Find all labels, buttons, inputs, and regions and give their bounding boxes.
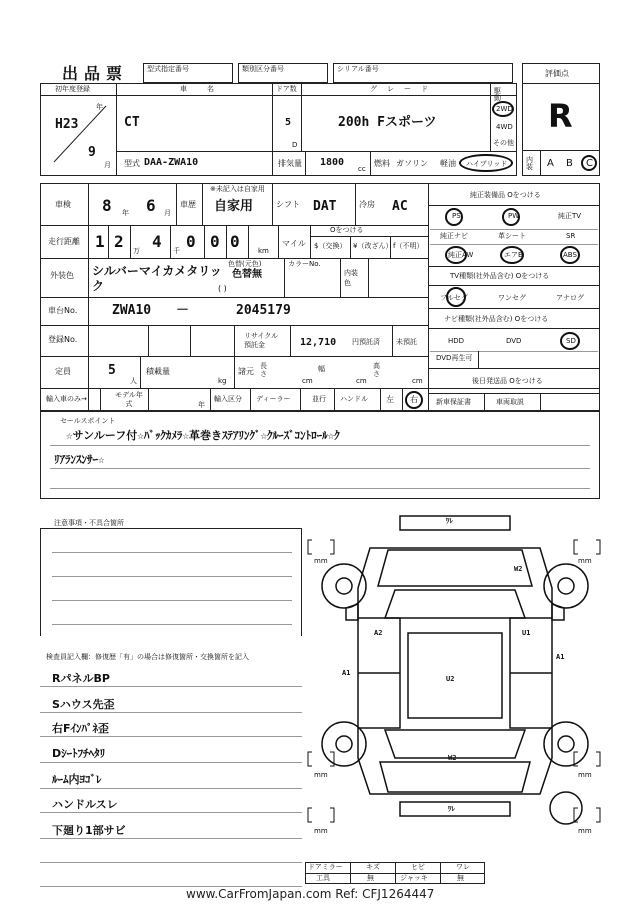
lbl-interior: 内装 <box>526 156 533 171</box>
lbl-int-color: 内装色 <box>344 269 358 287</box>
drive-4wd: 4WD <box>496 123 513 131</box>
legend-v1: 工具 <box>316 874 330 882</box>
door-count: 5 <box>285 117 292 128</box>
sales-line-1: ☆サンルーフ付☆ﾊﾞｯｸｶﾒﾗ☆革巻きｽﾃｱﾘﾝｸﾞ☆ｸﾙｰｽﾞｺﾝﾄﾛｰﾙ☆ｸ <box>66 429 340 442</box>
u-month: 月 <box>104 161 111 169</box>
lbl-history: 車歴 <box>180 200 196 209</box>
delivery-manual: 車両取説 <box>496 398 524 406</box>
lbl-reg-no: 登録No. <box>48 335 78 344</box>
equip-airbag: エアB <box>504 251 523 259</box>
mark-w2-rear: W2 <box>448 754 457 762</box>
u-kg: kg <box>218 377 227 385</box>
note-item-5: ﾙｰﾑ内ﾖｺﾞﾚ <box>52 773 102 786</box>
mark-a1-left: A1 <box>342 669 351 677</box>
lbl-grade: グレード <box>370 85 438 93</box>
lbl-doors: ドア数 <box>276 85 297 93</box>
u-man: 万 <box>133 247 140 255</box>
ext-color-value: シルバーマイカメタリック <box>92 264 222 293</box>
chassis-number: 2045179 <box>236 303 291 318</box>
equip-leather: 革シート <box>498 232 526 240</box>
mm-fr: mm <box>578 557 592 565</box>
displacement: 1800 <box>320 157 345 168</box>
lbl-color-no: カラーNo. <box>288 260 321 268</box>
lbl-length: 長さ <box>260 362 267 378</box>
u-person: 人 <box>130 377 137 385</box>
lbl-height: 高さ <box>373 362 380 378</box>
mm-rr: mm <box>578 771 592 779</box>
lbl-model-year: モデル年式 <box>115 391 143 408</box>
lbl-chassis: 車台No. <box>48 306 78 315</box>
ac-value: AC <box>392 199 408 214</box>
sales-line-2: ﾘｱﾗﾝｽﾝｻｰ☆ <box>54 453 105 466</box>
caution-box <box>40 528 302 636</box>
legend-h1: ドアミラー <box>308 863 343 871</box>
capacity-value: 5 <box>108 363 116 378</box>
model-code: DAA-ZWA10 <box>144 157 199 168</box>
recycle-unpaid: 未預託 <box>396 338 417 346</box>
legend-v4: 無 <box>457 874 464 882</box>
lbl-inspector: 検査員記入欄：修復歴「有」の場合は修復箇所・交換箇所を記入 <box>46 653 249 661</box>
color-change-value: 色替無 <box>232 269 262 280</box>
lbl-sales-point: セールスポイント <box>60 417 116 425</box>
lbl-caution: 注意事項・不具合箇所 <box>54 519 124 527</box>
insp-month: 6 <box>146 196 156 215</box>
tv-fullseg: フルセグ <box>440 294 468 302</box>
unreg-note: ※未記入は自家用 <box>210 185 265 193</box>
insp-year: 8 <box>102 196 112 215</box>
fuel-hybrid: ハイブリッド <box>466 160 508 168</box>
mark-u1: U1 <box>522 629 531 637</box>
meter-unknown: f（不明） <box>393 242 424 250</box>
equip-sr: SR <box>566 232 576 240</box>
equip-ps: PS <box>452 212 461 220</box>
mark-u2: U2 <box>446 675 455 683</box>
lbl-delivery: 後日発送品 Oをつける <box>472 377 543 385</box>
u-insp-year: 年 <box>122 209 129 217</box>
chassis-prefix: ZWA10 <box>112 303 152 318</box>
lbl-drive: 駆動 <box>494 87 501 102</box>
u-km: km <box>258 247 269 255</box>
lbl-displacement: 排気量 <box>278 159 302 168</box>
lbl-load: 積載量 <box>146 367 170 376</box>
lbl-fuel: 燃料 <box>374 159 390 168</box>
grade-value: 200h Fスポーツ <box>338 115 437 130</box>
chassis-dash: － <box>176 303 190 318</box>
fuel-diesel: 軽油 <box>440 159 456 168</box>
lbl-inspection: 車検 <box>55 200 71 209</box>
legend-h2: キズ <box>366 863 380 871</box>
tv-analog: アナログ <box>556 294 584 302</box>
note-item-4: Dｼｰﾄﾌﾁﾍﾀﾘ <box>52 747 106 760</box>
u-year: 年 <box>96 103 103 111</box>
lbl-mark-o: Oをつける <box>330 226 364 234</box>
mm-br: mm <box>578 827 592 835</box>
recycle-amount: 12,710 <box>300 337 337 348</box>
tv-oneseg: ワンセグ <box>498 294 526 302</box>
lbl-width: 幅 <box>318 365 325 373</box>
mm-rl: mm <box>314 771 328 779</box>
equip-pw: PW <box>508 212 520 220</box>
u-cm-width: cm <box>356 377 367 385</box>
mileage-d2: 2 <box>114 232 124 251</box>
lbl-dvd: DVD再生可 <box>436 354 473 362</box>
lbl-dims: 諸元 <box>238 367 254 376</box>
mileage-d6: 0 <box>230 232 240 251</box>
import-parallel: 並行 <box>312 395 326 403</box>
mark-rear-ware: ﾜﾚ <box>448 805 455 813</box>
interior-a: A <box>547 158 554 169</box>
fuel-gasoline: ガソリン <box>396 159 428 168</box>
u-insp-month: 月 <box>164 209 171 217</box>
lbl-handle: ハンドル <box>340 395 368 403</box>
navi-dvd: DVD <box>506 337 522 345</box>
mark-a2: A2 <box>374 629 383 637</box>
history-value: 自家用 <box>214 199 254 214</box>
note-item-7: 下廻り1部サビ <box>52 824 126 837</box>
navi-hdd: HDD <box>448 337 465 345</box>
eval-score: R <box>548 97 573 135</box>
legend-h3: ヒビ <box>411 863 425 871</box>
u-cc: cc <box>358 165 366 173</box>
mileage-d1: 1 <box>95 232 105 251</box>
import-dealer: ディーラー <box>256 395 291 403</box>
first-reg-year: H23 <box>55 117 79 132</box>
mark-w2-front: W2 <box>514 565 523 573</box>
equip-abs: ABS <box>563 251 577 259</box>
car-damage-diagram <box>300 508 610 828</box>
lbl-category: 類別区分番号 <box>242 65 284 73</box>
door-d: D <box>292 141 298 149</box>
note-item-6: ハンドルスレ <box>52 798 118 811</box>
meter-exchange: $（交換） <box>314 242 347 250</box>
lbl-ac: 冷房 <box>359 200 375 209</box>
lbl-name: 車名 <box>180 85 234 93</box>
sales-point-block <box>40 411 600 499</box>
drive-2wd: 2WD <box>496 105 513 113</box>
lbl-import-cat: 輸入区分 <box>214 395 242 403</box>
handle-left: 左 <box>386 395 394 404</box>
lbl-color-orig: 色替(元色) <box>228 260 262 268</box>
legend-h4: ワレ <box>456 863 470 871</box>
mark-a1-right: A1 <box>556 653 565 661</box>
color-paren: ( ) <box>218 284 227 293</box>
mm-bl: mm <box>314 827 328 835</box>
lbl-tv: TV種類(社外品含む) Oをつける <box>450 272 550 280</box>
lbl-model: 型式 <box>124 159 140 168</box>
legend-v3: ジャッキ <box>400 874 428 882</box>
handle-right: 右 <box>410 395 418 404</box>
lbl-import: 輸入車のみ→ <box>46 395 87 403</box>
first-reg-month: 9 <box>88 145 96 160</box>
lbl-recycle: リサイクル預託金 <box>244 332 279 349</box>
lbl-navi: ナビ種類(社外品含む) Oをつける <box>444 315 549 323</box>
lbl-mileage: 走行距離 <box>48 237 80 246</box>
u-nen: 年 <box>198 401 205 409</box>
note-item-3: 右Fｲﾝﾊﾟﾈ歪 <box>52 722 110 735</box>
mark-front-ware: ﾜﾚ <box>446 517 453 525</box>
u-sen: 千 <box>173 247 180 255</box>
interior-b: B <box>566 158 573 169</box>
mm-fl: mm <box>314 557 328 565</box>
lbl-eval: 評価点 <box>545 69 569 78</box>
delivery-warranty: 新車保証書 <box>436 398 471 406</box>
mileage-d4: 0 <box>186 232 196 251</box>
mileage-d5: 0 <box>210 232 220 251</box>
lbl-ext-color: 外装色 <box>50 271 74 280</box>
lbl-first-reg: 初年度登録 <box>55 85 90 93</box>
lbl-shift: シフト <box>276 200 300 209</box>
equip-navi: 純正ナビ <box>440 232 468 240</box>
mileage-d3: 4 <box>152 232 162 251</box>
equip-tv: 純正TV <box>558 212 582 220</box>
legend-v2: 無 <box>367 874 374 882</box>
shift-value: DAT <box>313 199 337 214</box>
lbl-mile: マイル <box>282 239 306 248</box>
watermark: www.CarFromJapan.com Ref: CFJ1264447 <box>186 887 435 901</box>
interior-c: C <box>586 158 593 169</box>
drive-other: その他 <box>493 139 514 147</box>
recycle-unit: 円預託済 <box>352 338 380 346</box>
sheet-title: 出品票 <box>62 64 129 83</box>
note-item-1: RパネルBP <box>52 672 110 685</box>
navi-sd: SD <box>566 337 576 345</box>
meter-tampered: ¥（改ざん） <box>353 242 393 250</box>
equip-aw: 純正AW <box>448 251 474 259</box>
note-item-2: Sハウス先歪 <box>52 698 115 711</box>
lbl-model-designation: 型式指定番号 <box>147 65 189 73</box>
u-cm-height: cm <box>412 377 423 385</box>
lbl-capacity: 定員 <box>55 367 71 376</box>
car-name: CT <box>124 115 140 130</box>
lbl-serial: シリアル番号 <box>337 65 379 73</box>
u-cm-length: cm <box>302 377 313 385</box>
lbl-genuine: 純正装備品 Oをつける <box>470 191 541 199</box>
